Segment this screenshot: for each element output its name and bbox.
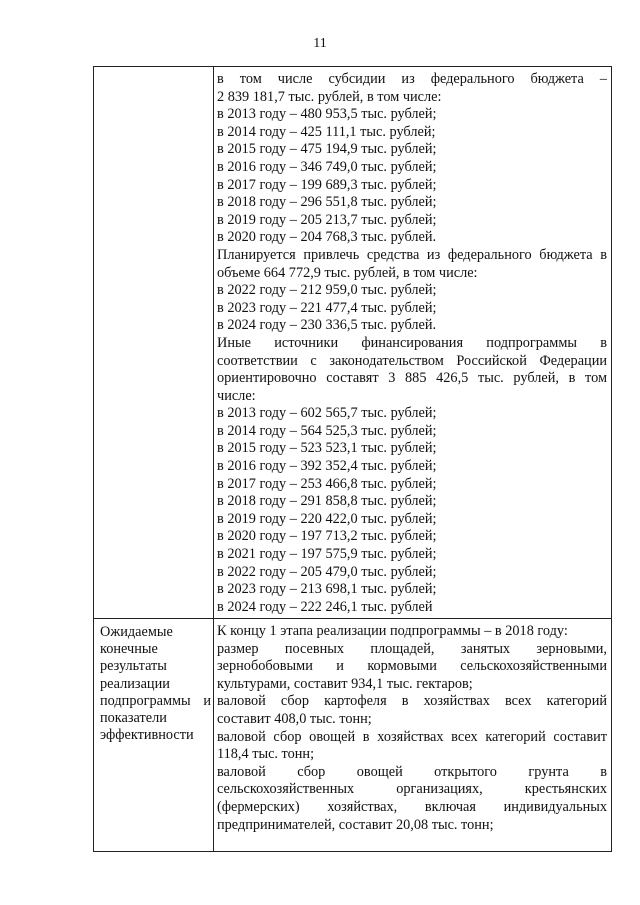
text-line: в 2019 году – 220 422,0 тыс. рублей;	[217, 510, 437, 527]
content-cell-text	[214, 67, 611, 616]
text-line: предпринимателей, составит 20,08 тыс. тонн;	[217, 816, 494, 833]
text-line: Иные источники финансирования подпрограммы в	[217, 334, 607, 351]
content-cell-text	[214, 619, 611, 834]
text-line: в том числе субсидии из федерального бюджета –	[217, 71, 607, 87]
text-line: валовой сбор картофеля в хозяйствах всех категорий	[217, 693, 607, 710]
text-line: зернобобовыми и кормовыми сельскохозяйственными	[217, 658, 607, 675]
text-line: в 2017 году – 199 689,3 тыс. рублей;	[217, 176, 437, 193]
content-cell-expected-results	[214, 619, 612, 852]
label-cell-text	[94, 619, 213, 744]
text-line: объеме 664 772,9 тыс. рублей, в том числе:	[217, 264, 478, 281]
text-line: в 2022 году – 212 959,0 тыс. рублей;	[217, 282, 437, 299]
text-line: в 2018 году – 296 551,8 тыс. рублей;	[217, 194, 437, 211]
text-line: результаты	[100, 658, 167, 675]
text-line: в 2022 году – 205 479,0 тыс. рублей;	[217, 563, 437, 580]
text-line: в 2016 году – 392 352,4 тыс. рублей;	[217, 458, 437, 475]
text-line: составит 408,0 тыс. тонн;	[217, 710, 372, 727]
text-line: валовой сбор овощей открытого грунта в	[217, 763, 607, 780]
text-line: числе:	[217, 387, 256, 404]
text-line: соответствии с законодательством Российской Федерации	[217, 352, 607, 369]
text-line: Планируется привлечь средства из федерального бюджета в	[217, 246, 607, 263]
text-line: эффективности	[100, 727, 194, 744]
label-cell-text	[94, 67, 213, 72]
text-line: 2 839 181,7 тыс. рублей, в том числе:	[217, 88, 442, 105]
text-line: в 2016 году – 346 749,0 тыс. рублей;	[217, 158, 437, 175]
text-line: культурами, составит 934,1 тыс. гектаров;	[217, 675, 473, 692]
text-line: в 2014 году – 425 111,1 тыс. рублей;	[217, 123, 436, 140]
text-line: 118,4 тыс. тонн;	[217, 746, 315, 763]
table-row-financing	[94, 67, 612, 619]
text-line: размер посевных площадей, занятых зерновыми,	[217, 640, 607, 657]
text-line: К концу 1 этапа реализации подпрограммы – в 2018 году:	[217, 623, 568, 639]
text-line: в 2014 году – 564 525,3 тыс. рублей;	[217, 422, 437, 439]
text-line: конечные	[100, 641, 158, 658]
passport-table	[93, 66, 612, 852]
text-line: в 2013 году – 480 953,5 тыс. рублей;	[217, 106, 437, 123]
text-line: в 2015 году – 475 194,9 тыс. рублей;	[217, 141, 437, 158]
text-line: в 2017 году – 253 466,8 тыс. рублей;	[217, 475, 437, 492]
text-line: реализации	[100, 675, 170, 692]
text-line: сельскохозяйственных организациях, крестьянских	[217, 781, 607, 798]
text-line: в 2020 году – 204 768,3 тыс. рублей.	[217, 229, 437, 246]
text-line: в 2023 году – 213 698,1 тыс. рублей;	[217, 581, 437, 598]
text-line: в 2018 году – 291 858,8 тыс. рублей;	[217, 493, 437, 510]
label-cell-expected-results	[94, 619, 214, 852]
text-line: ориентировочно составят 3 885 426,5 тыс. рублей, в том	[217, 370, 607, 387]
page-number: 11	[313, 36, 327, 51]
text-line: в 2024 году – 222 246,1 тыс. рублей	[217, 598, 433, 615]
text-line: в 2015 году – 523 523,1 тыс. рублей;	[217, 440, 437, 457]
content-cell-financing	[214, 67, 612, 619]
label-cell-financing	[94, 67, 214, 619]
text-line: в 2021 году – 197 575,9 тыс. рублей;	[217, 546, 437, 563]
table-row-expected-results	[94, 619, 612, 852]
text-line: в 2023 году – 221 477,4 тыс. рублей;	[217, 299, 437, 316]
text-line: (фермерских) хозяйствах, включая индивидуальных	[217, 798, 607, 815]
text-line: валовой сбор овощей в хозяйствах всех категорий составит	[217, 728, 607, 745]
text-line: в 2019 году – 205 213,7 тыс. рублей;	[217, 211, 437, 228]
text-line: в 2013 году – 602 565,7 тыс. рублей;	[217, 405, 437, 422]
text-line: показатели	[100, 710, 167, 727]
text-line: в 2024 году – 230 336,5 тыс. рублей.	[217, 317, 437, 334]
text-line: Ожидаемые	[100, 624, 173, 640]
text-line: подпрограммы и	[100, 692, 211, 709]
text-line: в 2020 году – 197 713,2 тыс. рублей;	[217, 528, 437, 545]
